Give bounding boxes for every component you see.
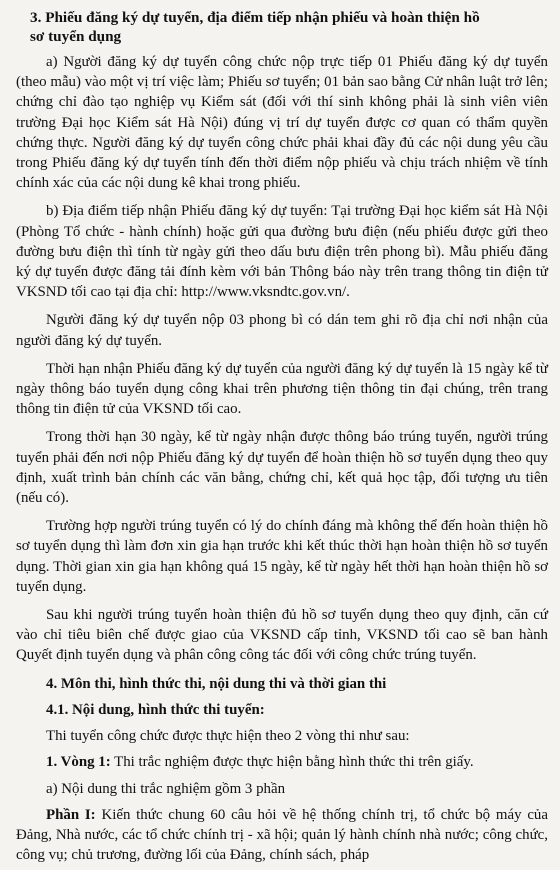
part1-paragraph (16, 805, 548, 866)
round1-text: Thi trắc nghiệm được thực hiện bằng hình thức thi trên giấy. (110, 754, 474, 771)
section3-heading-line2: sơ tuyển dụng (30, 28, 122, 45)
paragraph-deadline: Thời hạn nhận Phiếu đăng ký dự tuyển của người đăng ký dự tuyển là 15 ngày kể từ ngày thông báo tuyển dụng công khai trên phương tiện thông tin đại chúng, trên trang thông tin điện tử của VKSND tối cao. (16, 360, 548, 418)
round1-line (16, 752, 548, 772)
paragraph-extension: Trường hợp người trúng tuyển có lý do chính đáng mà không thể đến hoàn thiện hồ sơ tuyển dụng thì làm đơn xin gia hạn trước khi kết thúc thời hạn hoàn thiện hồ sơ tuyển dụng. Thời gian xin gia hạn không quá 15 ngày, kể từ ngày hết thời hạn hoàn thiện hồ sơ tuyển dụng. (16, 518, 548, 595)
paragraph-b: b) Địa điểm tiếp nhận Phiếu đăng ký dự tuyển: Tại trường Đại học kiểm sát Hà Nội (Phòng Tổ chức - hành chính) hoặc gửi qua đường bưu điện (nếu phiếu được gửi theo đường bưu điện thì tính từ ngày gửi theo dấu bưu điện trên phong bì). Mẫu phiếu đăng ký dự tuyển được đăng tải đính kèm với bản Thông báo này trên trang thông tin điện tử VKSND tối cao tại địa chỉ: http://www.vksndtc.gov.vn/. (16, 203, 548, 301)
paragraph-decision: Sau khi người trúng tuyển hoàn thiện đủ hồ sơ tuyển dụng theo quy định, căn cứ vào chỉ tiêu biên chế được giao của VKSND cấp tỉnh, VKSND tối cao sẽ ban hành Quyết định tuyển dụng và phân công công tác đối với công chức trúng tuyển. (16, 607, 548, 664)
section3-heading-line1: 3. Phiếu đăng ký dự tuyển, địa điểm tiếp nhận phiếu và hoàn thiện hồ (30, 9, 480, 26)
part1-text: Kiến thức chung 60 câu hỏi về hệ thống chính trị, tổ chức bộ máy của Đảng, Nhà nước, các tổ chức chính trị - xã hội; quản lý hành chính nhà nước; công chức, công vụ; chủ trương, đường lối của Đảng, chính sách, pháp (16, 806, 548, 864)
paragraph-30-days: Trong thời hạn 30 ngày, kể từ ngày nhận được thông báo trúng tuyển, người trúng tuyển phải đến nơi nộp Phiếu đăng ký dự tuyển để hoàn thiện hồ sơ tuyển dụng theo quy định, xuất trình bản chính các văn bằng, chứng chỉ, kết quả học tập, đối tượng ưu tiên (nếu có). (16, 429, 548, 507)
round1-label: 1. Vòng 1: (46, 754, 111, 771)
part1-label: Phần I: (46, 806, 96, 823)
section41-heading: 4.1. Nội dung, hình thức thi tuyển: (46, 701, 265, 718)
paragraph-a: a) Người đăng ký dự tuyển công chức nộp trực tiếp 01 Phiếu đăng ký dự tuyển (theo mẫu) vào một vị trí việc làm; Phiếu sơ tuyển; 01 bản sao bằng Cử nhân luật trở lên; chứng chỉ đào tạo nghiệp vụ Kiểm sát (đối với thí sinh không phải là sinh viên viên trường Đại học Kiểm sát Hà Nội) đúng vị trí dự tuyển được cơ quan có thẩm quyền chứng thực. Người đăng ký dự tuyển công chức phải khai đầy đủ các nội dung yêu cầu trong Phiếu đăng ký dự tuyển tính đến thời điểm nộp phiếu và chịu trách nhiệm về tính chính xác của các nội dung kê khai trong phiếu. (16, 54, 548, 192)
round1-a-line: a) Nội dung thi trắc nghiệm gồm 3 phần (46, 780, 286, 797)
section4-heading: 4. Môn thi, hình thức thi, nội dung thi và thời gian thi (46, 675, 387, 692)
section3-heading (16, 8, 548, 46)
paragraph-envelope: Người đăng ký dự tuyển nộp 03 phong bì có dán tem ghi rõ địa chỉ nơi nhận của người đăng ký dự tuyển. (16, 312, 548, 349)
exam-rounds-intro: Thi tuyển công chức được thực hiện theo 2 vòng thi như sau: (46, 728, 410, 745)
